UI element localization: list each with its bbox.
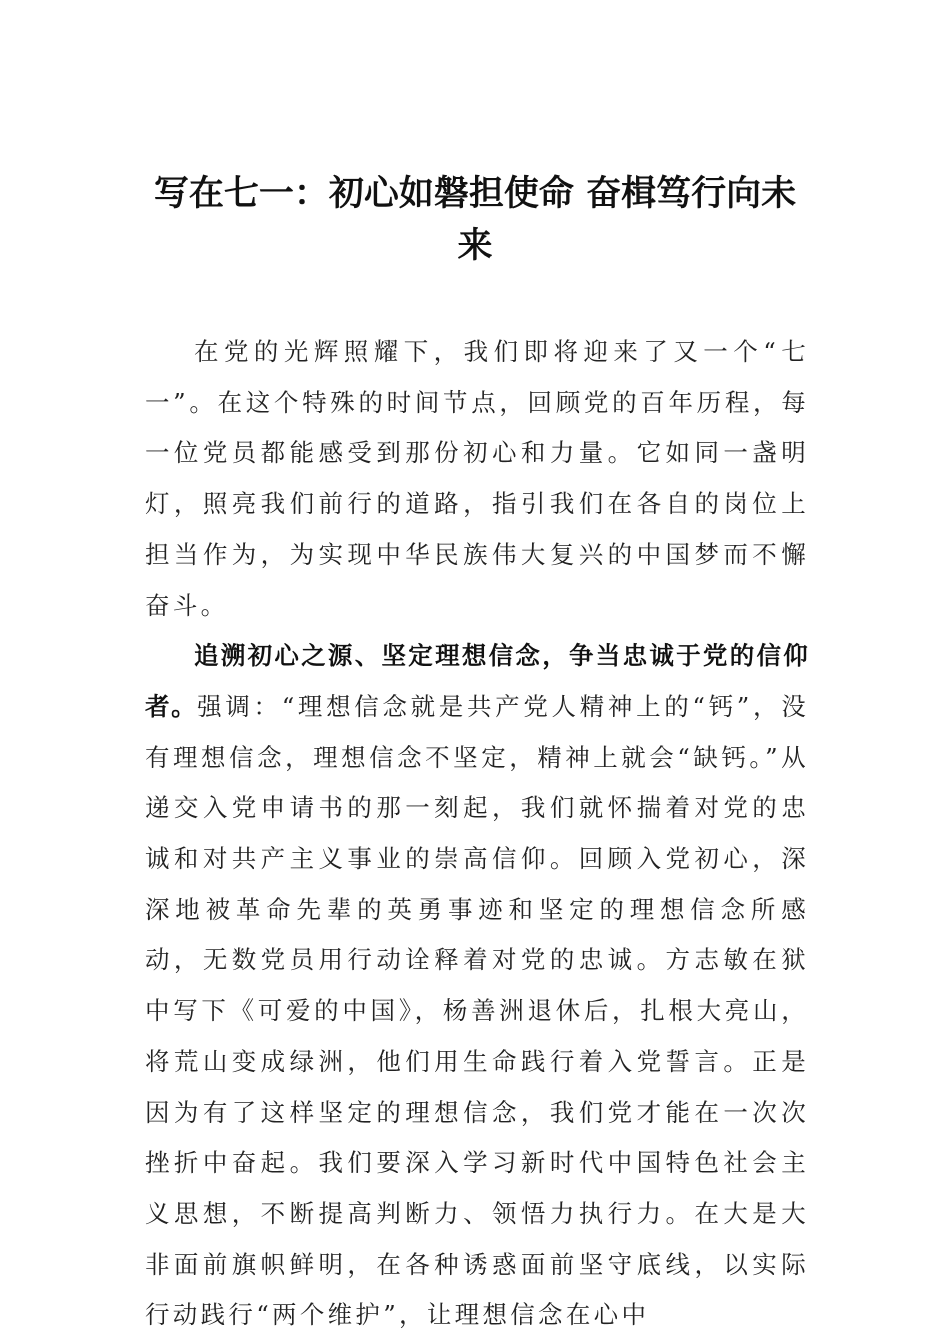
paragraph-ideals-text: 强调：“理想信念就是共产党人精神上的“钙”，没有理想信念，理想信念不坚定，精神上就会“缺钙。”从递交入党申请书的那一刻起，我们就怀揣着对党的忠诚和对共产主义事业的崇高信仰。回顾入党初心，深深地被革命先辈的英勇事迹和坚定的理想信念所感动，无数党员用行动诠释着对党的忠诚。方志敏在狱中写下《可爱的中国》，杨善洲退休后，扎根大亮山，将荒山变成绿洲，他们用生命践行着入党誓言。正是因为有了这样坚定的理想信念，我们党才能在一次次挫折中奋起。我们要深入学习新时代中国特色社会主义思想，不断提高判断力、领悟力执行力。在大是大非面前旗帜鲜明，在各种诱惑面前坚守底线，以实际行动践行“两个维护”，让理想信念在心中 [145,691,809,1330]
document-body [145,327,809,1341]
paragraph-intro-text: 在党的光辉照耀下，我们即将迎来了又一个“七一”。在这个特殊的时间节点，回顾党的百年历程，每一位党员都能感受到那份初心和力量。它如同一盏明灯，照亮我们前行的道路，指引我们在各自的岗位上担当作为，为实现中华民族伟大复兴的中国梦而不懈奋斗。 [145,337,809,620]
paragraph-intro [145,327,809,631]
paragraph-ideals [145,631,809,1341]
paragraph-ideals-heading: 追溯初心之源、坚定理想信念，争当忠诚于党的信仰者。 [145,641,809,721]
document-title: 写在七一：初心如磐担使命 奋楫笃行向未来 [153,173,797,266]
